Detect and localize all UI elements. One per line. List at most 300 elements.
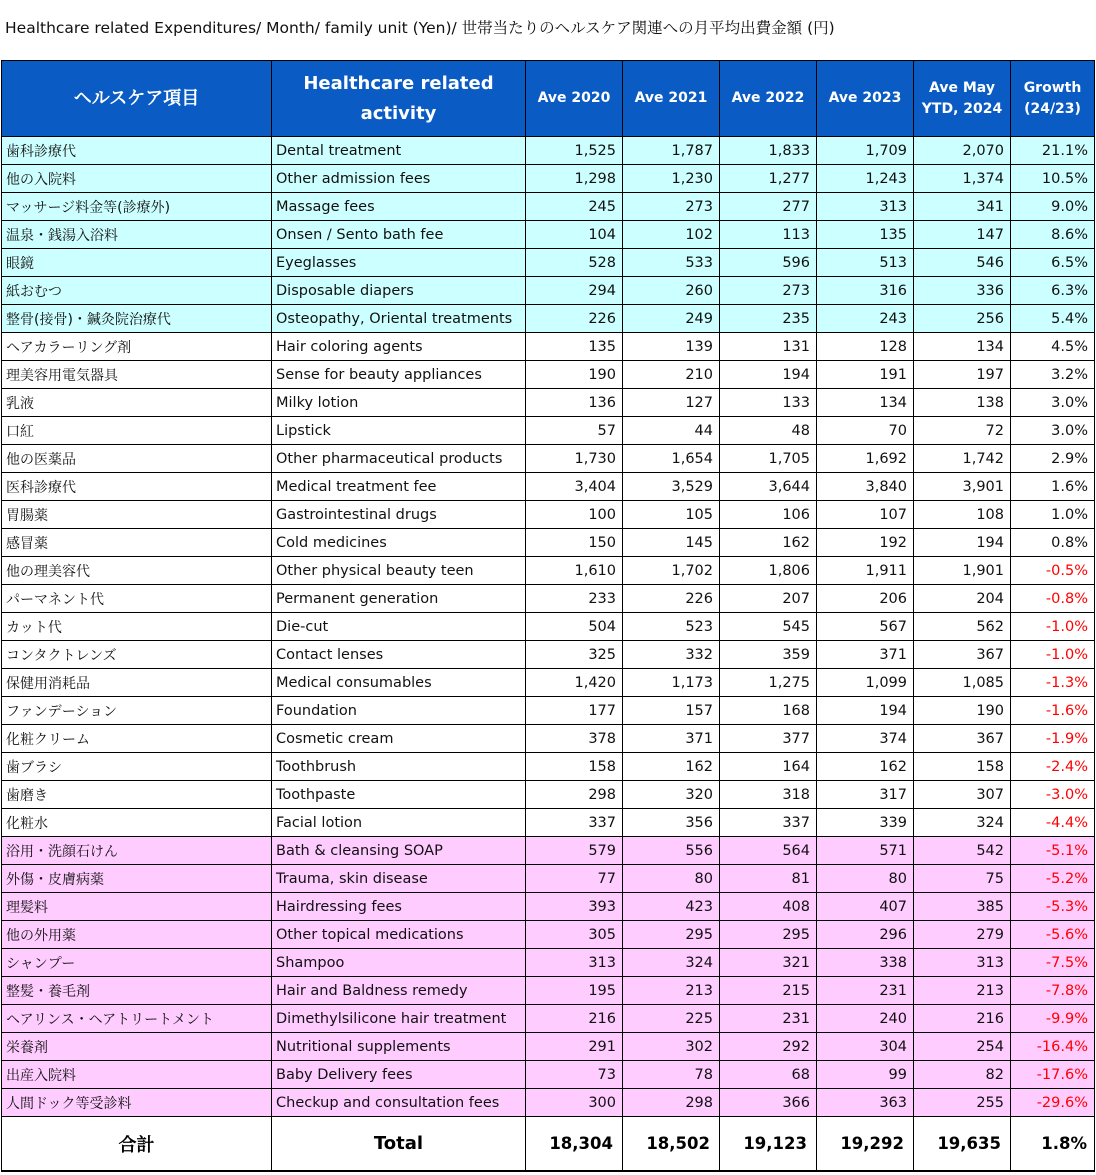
cell-jp-item: ヘアリンス・ヘアトリートメント [2, 1005, 272, 1033]
cell-jp-item: 胃腸薬 [2, 501, 272, 529]
cell-ave-2020: 226 [526, 305, 623, 333]
cell-ave-2023: 99 [817, 1061, 914, 1089]
cell-jp-item: 他の外用薬 [2, 921, 272, 949]
cell-ave-2022: 321 [720, 949, 817, 977]
cell-jp-item: シャンプー [2, 949, 272, 977]
cell-ave-2022: 408 [720, 893, 817, 921]
cell-ave-2020: 378 [526, 725, 623, 753]
cell-ave-ytd-2024: 204 [914, 585, 1011, 613]
cell-activity: Onsen / Sento bath fee [272, 221, 526, 249]
cell-ave-2020: 504 [526, 613, 623, 641]
cell-ave-2022: 164 [720, 753, 817, 781]
cell-ave-2023: 363 [817, 1089, 914, 1117]
cell-ave-2022: 273 [720, 277, 817, 305]
table-footer [2, 1117, 1095, 1172]
cell-ave-2021: 320 [623, 781, 720, 809]
cell-ave-2023: 1,709 [817, 137, 914, 165]
cell-ave-ytd-2024: 190 [914, 697, 1011, 725]
cell-jp-item: 医科診療代 [2, 473, 272, 501]
cell-activity: Disposable diapers [272, 277, 526, 305]
cell-ave-2021: 226 [623, 585, 720, 613]
cell-ave-ytd-2024: 197 [914, 361, 1011, 389]
cell-ave-2023: 339 [817, 809, 914, 837]
cell-growth: -3.0% [1011, 781, 1095, 809]
cell-ave-2022: 596 [720, 249, 817, 277]
cell-ave-2022: 207 [720, 585, 817, 613]
cell-growth: -7.5% [1011, 949, 1095, 977]
cell-ave-2022: 235 [720, 305, 817, 333]
header-ave-2020: Ave 2020 [526, 61, 623, 137]
cell-growth: 6.3% [1011, 277, 1095, 305]
cell-ave-2022: 277 [720, 193, 817, 221]
cell-ave-2020: 294 [526, 277, 623, 305]
healthcare-expenditure-table [1, 60, 1095, 1172]
cell-growth: -2.4% [1011, 753, 1095, 781]
cell-ave-ytd-2024: 255 [914, 1089, 1011, 1117]
cell-ave-2023: 304 [817, 1033, 914, 1061]
cell-ave-2023: 1,911 [817, 557, 914, 585]
cell-ave-ytd-2024: 194 [914, 529, 1011, 557]
cell-ave-2023: 70 [817, 417, 914, 445]
table-row [2, 893, 1095, 921]
table-row [2, 641, 1095, 669]
cell-ave-2021: 332 [623, 641, 720, 669]
cell-growth: -7.8% [1011, 977, 1095, 1005]
cell-activity: Shampoo [272, 949, 526, 977]
table-row [2, 725, 1095, 753]
cell-ave-2022: 131 [720, 333, 817, 361]
cell-growth: 5.4% [1011, 305, 1095, 333]
cell-ave-2020: 313 [526, 949, 623, 977]
cell-ave-2022: 359 [720, 641, 817, 669]
table-row [2, 249, 1095, 277]
header-jp-item: ヘルスケア項目 [2, 61, 272, 137]
cell-ave-2021: 324 [623, 949, 720, 977]
cell-ave-ytd-2024: 213 [914, 977, 1011, 1005]
cell-growth: -1.3% [1011, 669, 1095, 697]
cell-growth: -5.3% [1011, 893, 1095, 921]
cell-ave-2023: 107 [817, 501, 914, 529]
cell-growth: 4.5% [1011, 333, 1095, 361]
cell-ave-2021: 80 [623, 865, 720, 893]
table-row [2, 1005, 1095, 1033]
cell-ave-2023: 134 [817, 389, 914, 417]
cell-ave-2023: 191 [817, 361, 914, 389]
cell-jp-item: 他の理美容代 [2, 557, 272, 585]
table-row [2, 1089, 1095, 1117]
cell-growth: 6.5% [1011, 249, 1095, 277]
cell-ave-2020: 77 [526, 865, 623, 893]
cell-ave-2022: 168 [720, 697, 817, 725]
table-row [2, 305, 1095, 333]
cell-growth: 9.0% [1011, 193, 1095, 221]
header-ave-2023: Ave 2023 [817, 61, 914, 137]
cell-ave-ytd-2024: 147 [914, 221, 1011, 249]
cell-ave-2020: 104 [526, 221, 623, 249]
cell-jp-item: 他の医薬品 [2, 445, 272, 473]
cell-ave-2021: 1,787 [623, 137, 720, 165]
header-growth-line1: Growth [1023, 79, 1082, 96]
cell-ave-2021: 1,173 [623, 669, 720, 697]
cell-jp-item: 化粧水 [2, 809, 272, 837]
cell-activity: Contact lenses [272, 641, 526, 669]
header-ytd-line2: YTD, 2024 [921, 100, 1003, 117]
cell-jp-item: カット代 [2, 613, 272, 641]
cell-ave-2020: 325 [526, 641, 623, 669]
cell-jp-item: 眼鏡 [2, 249, 272, 277]
cell-ave-ytd-2024: 158 [914, 753, 1011, 781]
cell-ave-2022: 81 [720, 865, 817, 893]
total-ave-ytd-2024: 19,635 [914, 1117, 1011, 1172]
cell-ave-2023: 135 [817, 221, 914, 249]
cell-ave-2022: 295 [720, 921, 817, 949]
cell-ave-ytd-2024: 1,085 [914, 669, 1011, 697]
cell-ave-ytd-2024: 216 [914, 1005, 1011, 1033]
table-row [2, 361, 1095, 389]
cell-activity: Nutritional supplements [272, 1033, 526, 1061]
table-row [2, 529, 1095, 557]
cell-ave-2020: 190 [526, 361, 623, 389]
cell-ave-2023: 206 [817, 585, 914, 613]
cell-growth: -0.5% [1011, 557, 1095, 585]
cell-ave-2020: 177 [526, 697, 623, 725]
cell-activity: Gastrointestinal drugs [272, 501, 526, 529]
cell-growth: 3.0% [1011, 417, 1095, 445]
cell-ave-ytd-2024: 1,901 [914, 557, 1011, 585]
table-body [2, 137, 1095, 1117]
cell-ave-2020: 1,525 [526, 137, 623, 165]
cell-ave-2022: 1,806 [720, 557, 817, 585]
cell-growth: 0.8% [1011, 529, 1095, 557]
cell-jp-item: 歯ブラシ [2, 753, 272, 781]
cell-ave-2023: 407 [817, 893, 914, 921]
table-row [2, 137, 1095, 165]
cell-growth: -4.4% [1011, 809, 1095, 837]
header-growth-line2: (24/23) [1024, 100, 1081, 117]
cell-ave-ytd-2024: 1,742 [914, 445, 1011, 473]
total-jp-label: 合計 [2, 1117, 272, 1172]
cell-ave-2023: 240 [817, 1005, 914, 1033]
cell-ave-2021: 44 [623, 417, 720, 445]
cell-ave-2020: 1,610 [526, 557, 623, 585]
cell-jp-item: 出産入院料 [2, 1061, 272, 1089]
cell-ave-2023: 296 [817, 921, 914, 949]
cell-ave-2022: 292 [720, 1033, 817, 1061]
cell-ave-2021: 356 [623, 809, 720, 837]
cell-ave-ytd-2024: 313 [914, 949, 1011, 977]
cell-ave-2021: 78 [623, 1061, 720, 1089]
cell-ave-2020: 291 [526, 1033, 623, 1061]
cell-activity: Other pharmaceutical products [272, 445, 526, 473]
table-row [2, 445, 1095, 473]
cell-activity: Eyeglasses [272, 249, 526, 277]
cell-ave-2021: 423 [623, 893, 720, 921]
cell-activity: Osteopathy, Oriental treatments [272, 305, 526, 333]
cell-activity: Die-cut [272, 613, 526, 641]
table-row [2, 417, 1095, 445]
cell-jp-item: 乳液 [2, 389, 272, 417]
cell-ave-2022: 231 [720, 1005, 817, 1033]
cell-ave-2021: 225 [623, 1005, 720, 1033]
cell-ave-2022: 106 [720, 501, 817, 529]
table-row [2, 613, 1095, 641]
cell-growth: -17.6% [1011, 1061, 1095, 1089]
table-row [2, 277, 1095, 305]
cell-ave-2023: 162 [817, 753, 914, 781]
cell-jp-item: 歯磨き [2, 781, 272, 809]
cell-ave-2022: 1,833 [720, 137, 817, 165]
cell-ave-2023: 567 [817, 613, 914, 641]
cell-ave-ytd-2024: 542 [914, 837, 1011, 865]
cell-growth: 3.2% [1011, 361, 1095, 389]
cell-ave-2021: 3,529 [623, 473, 720, 501]
cell-activity: Other topical medications [272, 921, 526, 949]
table-row [2, 697, 1095, 725]
cell-ave-ytd-2024: 134 [914, 333, 1011, 361]
cell-growth: 8.6% [1011, 221, 1095, 249]
total-ave-2020: 18,304 [526, 1117, 623, 1172]
cell-ave-ytd-2024: 324 [914, 809, 1011, 837]
cell-growth: 1.0% [1011, 501, 1095, 529]
cell-growth: -1.0% [1011, 613, 1095, 641]
table-row [2, 193, 1095, 221]
cell-growth: -5.6% [1011, 921, 1095, 949]
cell-ave-2021: 523 [623, 613, 720, 641]
cell-activity: Permanent generation [272, 585, 526, 613]
cell-ave-2022: 1,705 [720, 445, 817, 473]
cell-activity: Dimethylsilicone hair treatment [272, 1005, 526, 1033]
table-row [2, 1061, 1095, 1089]
table-row [2, 977, 1095, 1005]
cell-jp-item: 感冒薬 [2, 529, 272, 557]
cell-growth: -1.0% [1011, 641, 1095, 669]
cell-ave-2022: 366 [720, 1089, 817, 1117]
cell-ave-2023: 128 [817, 333, 914, 361]
cell-ave-2020: 393 [526, 893, 623, 921]
cell-activity: Massage fees [272, 193, 526, 221]
page-title: Healthcare related Expenditures/ Month/ family unit (Yen)/ 世帯当たりのヘルスケア関連への月平均出費金額 (円) [5, 19, 835, 37]
cell-growth: -9.9% [1011, 1005, 1095, 1033]
cell-ave-ytd-2024: 562 [914, 613, 1011, 641]
cell-jp-item: マッサージ料金等(診療外) [2, 193, 272, 221]
cell-jp-item: 理髪料 [2, 893, 272, 921]
cell-jp-item: 他の入院料 [2, 165, 272, 193]
cell-growth: -1.6% [1011, 697, 1095, 725]
header-ave-2021: Ave 2021 [623, 61, 720, 137]
cell-ave-2020: 528 [526, 249, 623, 277]
cell-ave-2022: 337 [720, 809, 817, 837]
cell-ave-2022: 1,275 [720, 669, 817, 697]
cell-ave-ytd-2024: 2,070 [914, 137, 1011, 165]
cell-growth: 3.0% [1011, 389, 1095, 417]
cell-ave-2020: 233 [526, 585, 623, 613]
cell-ave-2022: 113 [720, 221, 817, 249]
header-ytd-line1: Ave May [929, 79, 995, 96]
cell-ave-ytd-2024: 341 [914, 193, 1011, 221]
cell-ave-2021: 556 [623, 837, 720, 865]
cell-activity: Trauma, skin disease [272, 865, 526, 893]
table-row [2, 333, 1095, 361]
cell-ave-2022: 545 [720, 613, 817, 641]
cell-ave-2021: 295 [623, 921, 720, 949]
cell-jp-item: 外傷・皮膚病薬 [2, 865, 272, 893]
cell-ave-2023: 513 [817, 249, 914, 277]
cell-ave-ytd-2024: 367 [914, 641, 1011, 669]
cell-activity: Lipstick [272, 417, 526, 445]
cell-ave-ytd-2024: 256 [914, 305, 1011, 333]
table-header [2, 61, 1095, 137]
header-activity [272, 61, 526, 137]
header-growth [1011, 61, 1095, 137]
cell-growth: 21.1% [1011, 137, 1095, 165]
cell-activity: Hair coloring agents [272, 333, 526, 361]
cell-ave-ytd-2024: 254 [914, 1033, 1011, 1061]
cell-ave-2023: 1,099 [817, 669, 914, 697]
total-growth: 1.8% [1011, 1117, 1095, 1172]
cell-ave-2021: 127 [623, 389, 720, 417]
cell-ave-2022: 215 [720, 977, 817, 1005]
cell-activity: Medical consumables [272, 669, 526, 697]
cell-jp-item: 浴用・洗顔石けん [2, 837, 272, 865]
cell-ave-2023: 3,840 [817, 473, 914, 501]
cell-activity: Facial lotion [272, 809, 526, 837]
cell-ave-2020: 195 [526, 977, 623, 1005]
cell-ave-2020: 337 [526, 809, 623, 837]
cell-activity: Dental treatment [272, 137, 526, 165]
cell-ave-2020: 73 [526, 1061, 623, 1089]
cell-jp-item: コンタクトレンズ [2, 641, 272, 669]
table-row [2, 585, 1095, 613]
cell-ave-2020: 100 [526, 501, 623, 529]
cell-ave-2021: 210 [623, 361, 720, 389]
cell-jp-item: ヘアカラーリング剤 [2, 333, 272, 361]
cell-ave-2023: 338 [817, 949, 914, 977]
cell-jp-item: 温泉・銭湯入浴料 [2, 221, 272, 249]
cell-ave-2021: 162 [623, 753, 720, 781]
cell-jp-item: 整骨(接骨)・鍼灸院治療代 [2, 305, 272, 333]
cell-ave-2022: 3,644 [720, 473, 817, 501]
cell-growth: -5.2% [1011, 865, 1095, 893]
cell-jp-item: 人間ドック等受診料 [2, 1089, 272, 1117]
cell-ave-2021: 260 [623, 277, 720, 305]
cell-ave-2021: 102 [623, 221, 720, 249]
cell-ave-2023: 1,692 [817, 445, 914, 473]
cell-growth: 2.9% [1011, 445, 1095, 473]
cell-ave-2021: 302 [623, 1033, 720, 1061]
cell-growth: -1.9% [1011, 725, 1095, 753]
cell-activity: Checkup and consultation fees [272, 1089, 526, 1117]
cell-ave-2020: 1,730 [526, 445, 623, 473]
table-row [2, 809, 1095, 837]
cell-ave-2022: 194 [720, 361, 817, 389]
cell-ave-2020: 136 [526, 389, 623, 417]
cell-growth: 10.5% [1011, 165, 1095, 193]
cell-activity: Baby Delivery fees [272, 1061, 526, 1089]
cell-ave-ytd-2024: 108 [914, 501, 1011, 529]
cell-jp-item: 保健用消耗品 [2, 669, 272, 697]
cell-ave-ytd-2024: 3,901 [914, 473, 1011, 501]
cell-ave-2021: 157 [623, 697, 720, 725]
cell-ave-2020: 1,420 [526, 669, 623, 697]
cell-jp-item: パーマネント代 [2, 585, 272, 613]
table-row [2, 389, 1095, 417]
cell-ave-2020: 150 [526, 529, 623, 557]
cell-activity: Toothpaste [272, 781, 526, 809]
cell-ave-2020: 300 [526, 1089, 623, 1117]
cell-activity: Cosmetic cream [272, 725, 526, 753]
cell-ave-2021: 213 [623, 977, 720, 1005]
cell-jp-item: 栄養剤 [2, 1033, 272, 1061]
cell-activity: Toothbrush [272, 753, 526, 781]
table-row [2, 837, 1095, 865]
table-row [2, 753, 1095, 781]
cell-ave-2023: 192 [817, 529, 914, 557]
cell-ave-2021: 298 [623, 1089, 720, 1117]
total-ave-2023: 19,292 [817, 1117, 914, 1172]
cell-activity: Other physical beauty teen [272, 557, 526, 585]
cell-ave-ytd-2024: 75 [914, 865, 1011, 893]
table-row [2, 221, 1095, 249]
cell-ave-2021: 139 [623, 333, 720, 361]
header-activity-line2: activity [360, 102, 437, 124]
cell-ave-2023: 316 [817, 277, 914, 305]
table-row [2, 501, 1095, 529]
cell-activity: Other admission fees [272, 165, 526, 193]
cell-ave-2022: 564 [720, 837, 817, 865]
cell-ave-ytd-2024: 385 [914, 893, 1011, 921]
cell-jp-item: 理美容用電気器具 [2, 361, 272, 389]
cell-ave-2020: 298 [526, 781, 623, 809]
cell-activity: Hairdressing fees [272, 893, 526, 921]
cell-ave-2023: 374 [817, 725, 914, 753]
cell-activity: Hair and Baldness remedy [272, 977, 526, 1005]
cell-ave-2022: 68 [720, 1061, 817, 1089]
table-row [2, 921, 1095, 949]
cell-ave-2023: 194 [817, 697, 914, 725]
table-row [2, 865, 1095, 893]
cell-ave-2021: 371 [623, 725, 720, 753]
table-row [2, 669, 1095, 697]
header-activity-line1: Healthcare related [303, 72, 494, 94]
total-ave-2022: 19,123 [720, 1117, 817, 1172]
cell-activity: Sense for beauty appliances [272, 361, 526, 389]
cell-ave-ytd-2024: 1,374 [914, 165, 1011, 193]
cell-jp-item: 口紅 [2, 417, 272, 445]
cell-ave-2023: 371 [817, 641, 914, 669]
cell-ave-ytd-2024: 367 [914, 725, 1011, 753]
cell-ave-2023: 231 [817, 977, 914, 1005]
table-row [2, 473, 1095, 501]
cell-ave-ytd-2024: 336 [914, 277, 1011, 305]
table-row [2, 781, 1095, 809]
table-row [2, 165, 1095, 193]
total-ave-2021: 18,502 [623, 1117, 720, 1172]
cell-growth: -29.6% [1011, 1089, 1095, 1117]
cell-jp-item: 紙おむつ [2, 277, 272, 305]
cell-jp-item: 歯科診療代 [2, 137, 272, 165]
cell-ave-2023: 313 [817, 193, 914, 221]
cell-ave-2021: 1,230 [623, 165, 720, 193]
cell-growth: -16.4% [1011, 1033, 1095, 1061]
cell-ave-2021: 1,654 [623, 445, 720, 473]
cell-growth: 1.6% [1011, 473, 1095, 501]
cell-ave-ytd-2024: 279 [914, 921, 1011, 949]
cell-ave-ytd-2024: 72 [914, 417, 1011, 445]
cell-ave-2021: 1,702 [623, 557, 720, 585]
cell-growth: -5.1% [1011, 837, 1095, 865]
cell-ave-2021: 533 [623, 249, 720, 277]
cell-jp-item: 整髪・養毛剤 [2, 977, 272, 1005]
